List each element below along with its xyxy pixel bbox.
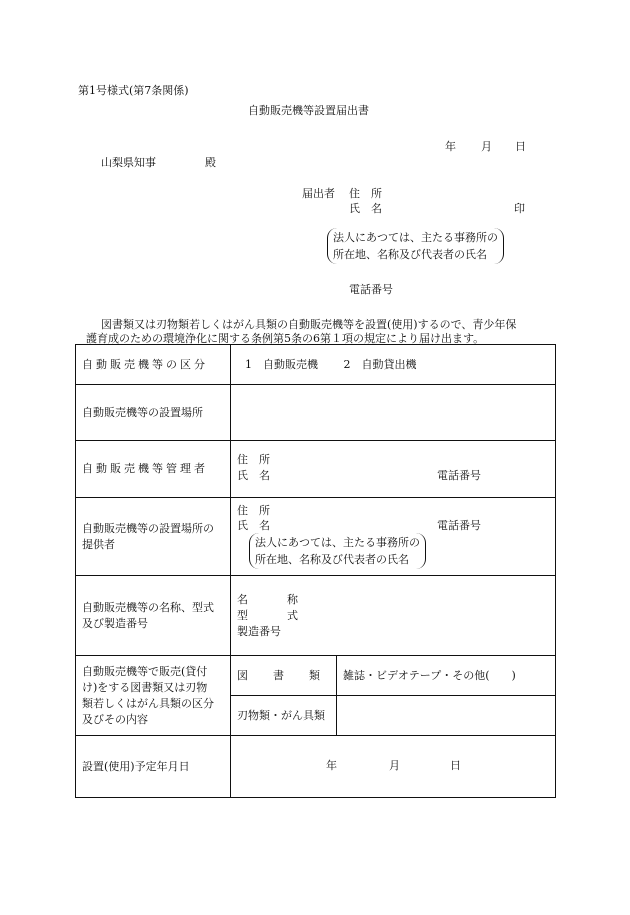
category-label-line1: 自動販売機等で販売(貸付 <box>82 664 208 678</box>
manager-name-label: 氏 名 <box>237 469 270 482</box>
date-year: 年 <box>445 140 456 153</box>
category-label-line4: 及びその内容 <box>82 712 148 726</box>
machine-type-label: 自動販売機等の区分 <box>76 345 231 385</box>
applicant-role: 届出者 <box>302 187 335 200</box>
statement-line1: 図書類又は刃物類若しくはがん具類の自動販売機等を設置(使用)するので、青少年保 <box>101 318 517 331</box>
category-label-line3: 類若しくはがん具類の区分 <box>82 696 214 710</box>
addressee-honorific: 殿 <box>205 156 216 169</box>
row-location <box>76 385 556 441</box>
install-year: 年 <box>326 758 337 772</box>
books-detail[interactable]: 雑誌・ビデオテープ・その他( ) <box>337 656 556 696</box>
manager-label: 自動販売機等管理者 <box>76 441 231 498</box>
model-value[interactable] <box>231 576 556 656</box>
provider-address-label: 住 所 <box>237 503 270 517</box>
blades-label: 刃物類・がん具類 <box>231 696 337 736</box>
install-day: 日 <box>450 758 461 772</box>
applicant-address-label: 住 所 <box>349 187 382 200</box>
applicant-seal: 印 <box>514 202 525 215</box>
date-month: 月 <box>481 140 492 153</box>
corp-note-line1: 法人にあつては、主たる事務所の <box>333 231 498 244</box>
books-label: 図 書 類 <box>231 656 337 696</box>
location-label: 自動販売機等の設置場所 <box>76 385 231 441</box>
form-number: 第1号様式(第7条関係) <box>78 84 189 97</box>
form-title: 自動販売機等設置届出書 <box>248 104 369 117</box>
provider-note-line2: 所在地、名称及び代表者の氏名 <box>255 552 409 566</box>
model-label-line1: 自動販売機等の名称、型式 <box>82 600 214 614</box>
provider-phone-label: 電話番号 <box>437 518 481 532</box>
provider-label <box>76 498 231 576</box>
form-table <box>75 344 556 798</box>
manager-phone-label: 電話番号 <box>437 469 481 482</box>
model-type-label: 型 式 <box>237 608 312 622</box>
provider-label-line1: 自動販売機等の設置場所の <box>82 521 214 535</box>
category-label <box>76 656 231 736</box>
row-manager <box>76 441 556 498</box>
provider-name-label: 氏 名 <box>237 518 270 532</box>
applicant-phone-label: 電話番号 <box>349 283 393 296</box>
row-model <box>76 576 556 656</box>
statement-line2: 護育成のための環境浄化に関する条例第5条の6第１項の規定により届け出ます。 <box>86 332 485 345</box>
option-vending-machine: 1 自動販売機 <box>245 357 318 371</box>
provider-value[interactable] <box>231 498 556 576</box>
location-value[interactable] <box>231 385 556 441</box>
model-label-line2: 及び製造番号 <box>82 616 148 630</box>
row-install-date <box>76 736 556 798</box>
provider-note-line1: 法人にあつては、主たる事務所の <box>255 535 420 549</box>
install-month: 月 <box>389 758 400 772</box>
corp-note-line2: 所在地、名称及び代表者の氏名 <box>333 248 487 261</box>
provider-corp-note <box>249 533 426 569</box>
provider-label-line2: 提供者 <box>82 537 115 551</box>
model-serial-label: 製造番号 <box>237 624 281 638</box>
row-machine-type <box>76 345 556 385</box>
date-day: 日 <box>515 140 526 153</box>
model-label <box>76 576 231 656</box>
manager-address-label: 住 所 <box>237 453 270 466</box>
category-label-line2: け)をする図書類又は刃物 <box>82 680 208 694</box>
row-category-books <box>76 656 556 696</box>
addressee-name: 山梨県知事 <box>101 156 156 169</box>
manager-value[interactable] <box>231 441 556 498</box>
row-provider <box>76 498 556 576</box>
option-lending-machine: 2 自動貸出機 <box>343 357 417 371</box>
blades-detail[interactable] <box>337 696 556 736</box>
corp-note <box>327 228 504 264</box>
applicant-name-label: 氏 名 <box>349 202 382 215</box>
model-name-label: 名 称 <box>237 592 312 606</box>
machine-type-options <box>231 345 556 385</box>
install-date-value[interactable] <box>231 736 556 798</box>
install-date-label: 設置(使用)予定年月日 <box>76 736 231 798</box>
